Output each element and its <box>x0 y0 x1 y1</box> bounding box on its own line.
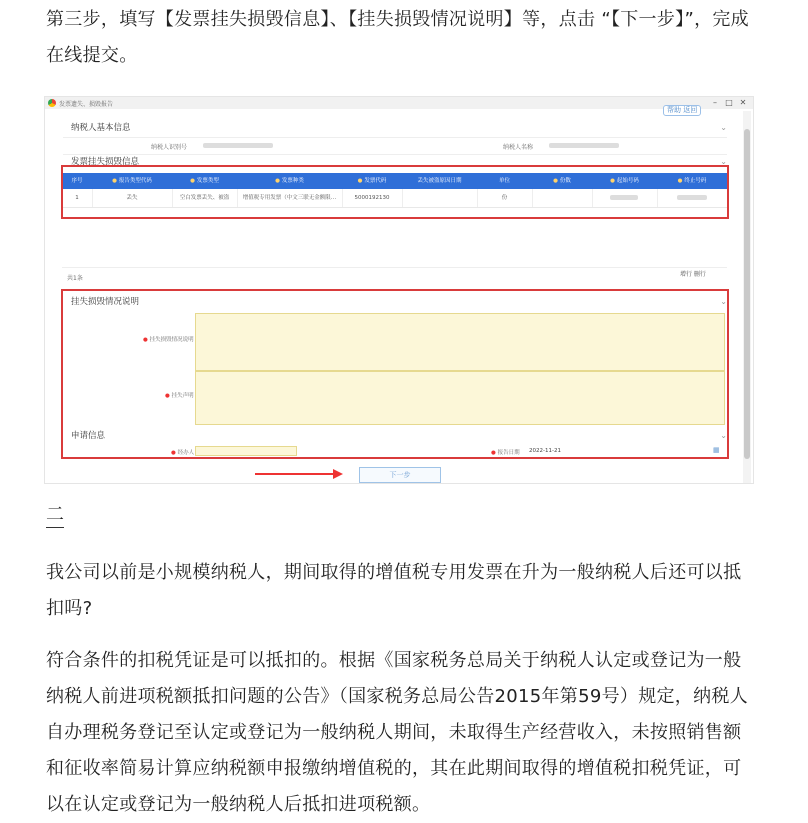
panel-apply[interactable] <box>63 427 735 445</box>
window-title: 发票遗失、损毁报告 <box>59 101 114 108</box>
panel-explain[interactable] <box>63 293 735 311</box>
window-titlebar <box>45 97 753 109</box>
browser-icon <box>48 99 56 107</box>
table-cell: 1 <box>62 189 93 207</box>
table-header-cell: 序号 <box>71 178 83 184</box>
table-header-cell: ● 份数 <box>553 178 571 184</box>
handler-label: ● 经办人 <box>171 450 195 456</box>
question-paragraph: 我公司以前是小规模纳税人，期间取得的增值税专用发票在升为一般纳税人后还可以抵扣吗? <box>46 562 742 619</box>
basic-info-row <box>63 137 727 155</box>
table-header-cell: ● 发票代码 <box>357 178 387 184</box>
taxpayer-id-label: 纳税人识别号 <box>151 144 188 151</box>
chevron-down-icon[interactable]: ⌄ <box>720 157 727 166</box>
table-empty-area <box>62 225 727 268</box>
highlight-invoice-box <box>61 165 729 219</box>
embedded-screenshot <box>44 96 754 484</box>
table-header-cell: ● 起始号码 <box>610 178 639 184</box>
table-header-cell: ● 发票种类 <box>275 178 304 184</box>
panel-basic-info[interactable] <box>63 119 735 137</box>
chevron-down-icon[interactable]: ⌄ <box>720 123 727 132</box>
section-number: 二 <box>46 500 64 526</box>
table-total: 共1条 <box>67 275 83 282</box>
intro-paragraph: 第三步，填写【发票挂失损毁信息】、【挂失损毁情况说明】等，点击 “【下一步】”，完成在线提交。 <box>46 9 749 66</box>
arrow-indicator <box>255 473 335 475</box>
minimize-icon[interactable]: – <box>713 98 717 107</box>
scrollbar[interactable] <box>743 111 751 483</box>
close-icon[interactable]: ✕ <box>739 98 747 107</box>
panel-basic-title: 纳税人基本信息 <box>71 123 131 133</box>
chevron-down-icon[interactable]: ⌄ <box>720 297 727 306</box>
table-header-cell: 单位 <box>498 178 510 184</box>
table-header-cell: ● 报告类型代码 <box>112 178 152 184</box>
taxpayer-name-value <box>549 143 619 148</box>
taxpayer-id-value <box>203 143 273 148</box>
table-cell[interactable]: 增值税专用发票（中文三联无金额限… <box>237 189 343 207</box>
statement-textarea[interactable] <box>195 371 725 425</box>
report-date-label: ● 报告日期 <box>491 450 520 456</box>
row-actions[interactable]: 增行 删行 <box>680 271 706 278</box>
table-header-cell: ● 发票类型 <box>190 178 219 184</box>
answer-paragraph: 符合条件的扣税凭证是可以抵扣的。根据《国家税务总局关于纳税人认定或登记为一般纳税人前进项税额抵扣问题的公告》（国家税务总局公告2015年第59号）规定，纳税人自办理税务登记至认定或登记为一般纳税人期间，未取得生产经营收入，未按照销售额和征收率简易计算应纳税额申报缴纳增值税的，其在此期间取得的增值税扣税凭证，可以在认定或登记为一般纳税人后抵扣进项税额。 <box>46 650 749 815</box>
field-statement-label: ● 挂失声明 <box>165 393 194 399</box>
panel-invoice-title: 发票挂失损毁信息 <box>71 157 140 167</box>
table-cell[interactable]: 丢失 <box>92 189 173 207</box>
table-cell[interactable]: 5000192130 <box>342 189 403 207</box>
table-header-cell: 丢失被盗原因日期 <box>417 178 462 184</box>
taxpayer-name-label: 纳税人名称 <box>503 144 534 151</box>
next-step-button[interactable]: 下一步 <box>359 467 441 483</box>
handler-input[interactable] <box>195 446 297 456</box>
table-header-cell: ● 终止号码 <box>677 178 707 184</box>
panel-explain-title: 挂失损毁情况说明 <box>71 297 140 307</box>
arrow-head <box>333 469 343 479</box>
table-cell[interactable]: 空白发票丢失、被盗 <box>172 189 238 207</box>
chevron-down-icon[interactable]: ⌄ <box>720 431 727 440</box>
calendar-icon[interactable]: ▦ <box>713 446 720 454</box>
field-explain-label: ● 挂失损毁情况说明 <box>143 337 194 343</box>
explain-textarea[interactable] <box>195 313 725 371</box>
scrollbar-thumb[interactable] <box>744 129 750 459</box>
panel-apply-title: 申请信息 <box>71 431 106 441</box>
table-cell[interactable]: 份 <box>477 189 533 207</box>
help-return-buttons[interactable]: 帮助 返回 <box>663 105 701 116</box>
maximize-icon[interactable]: □ <box>725 98 733 107</box>
report-date-value[interactable]: 2022-11-21 <box>529 448 561 454</box>
